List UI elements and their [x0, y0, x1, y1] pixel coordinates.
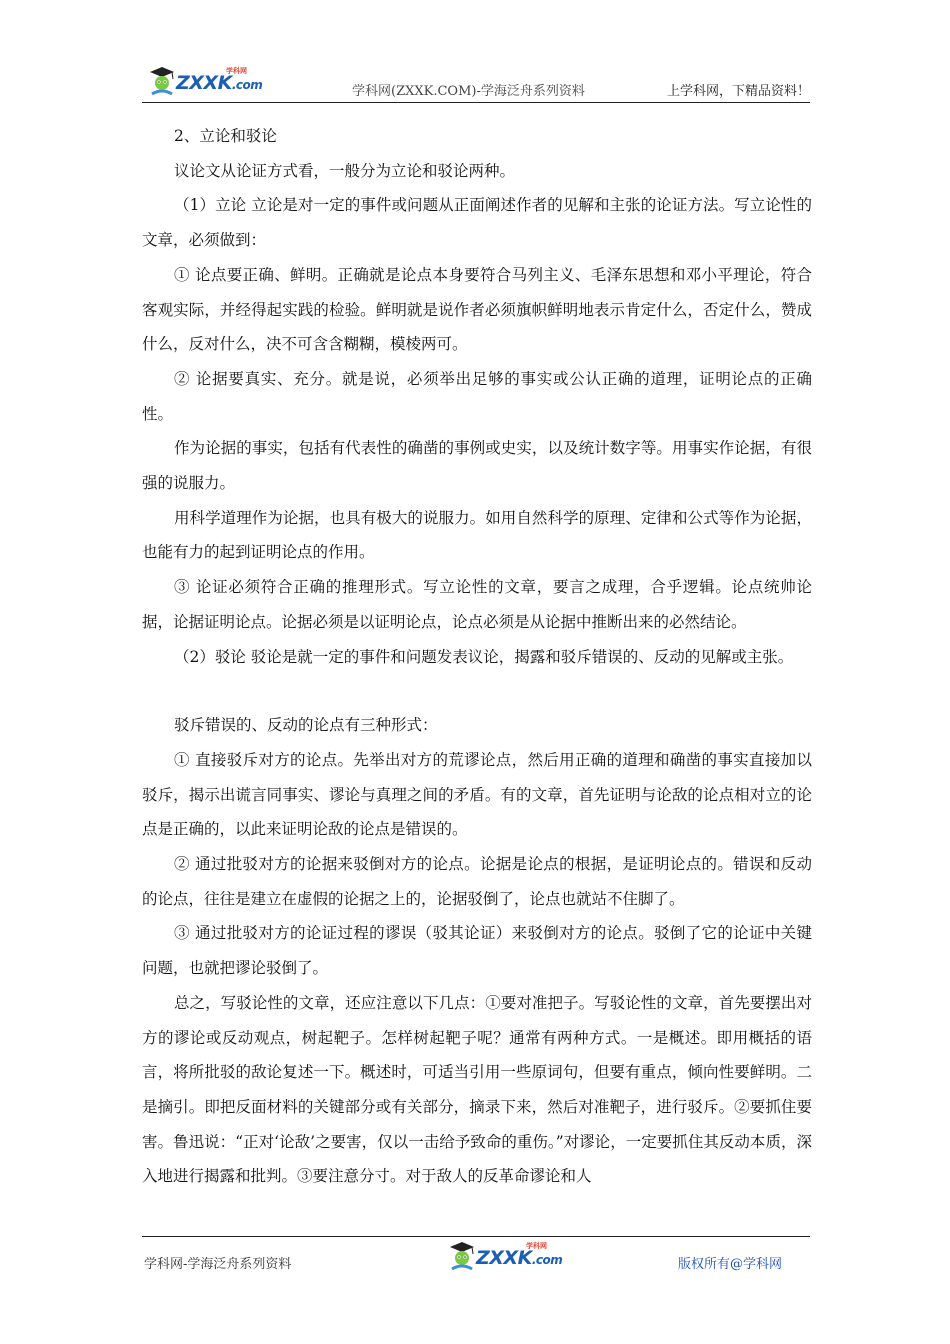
paragraph: 驳斥错误的、反动的论点有三种形式： [174, 716, 438, 735]
logo-badge: 学科网 [226, 67, 247, 75]
header-slogan: 上学科网，下精品资料！ [666, 84, 810, 99]
section-heading: 2、立论和驳论 [174, 127, 277, 145]
paragraph: 作为论据的事实，包括有代表性的确凿的事例或史实，以及统计数字等。用事实作论据，有很强的说服力。 [142, 439, 812, 493]
paragraph: 议论文从论证方式看，一般分为立论和驳论两种。 [174, 161, 516, 180]
paragraph: ② 论据要真实、充分。就是说，必须举出足够的事实或公认正确的道理，证明论点的正确性。 [142, 369, 812, 423]
zxxk-logo [142, 66, 263, 98]
document-body [142, 119, 812, 1194]
footer-zxxk-logo [442, 1241, 563, 1273]
paragraph: ③ 通过批驳对方的论证过程的谬误（驳其论证）来驳倒对方的论点。驳倒了它的论证中关键问题，也就把谬论驳倒了。 [142, 924, 812, 978]
footer-copyright: 版权所有@学科网 [677, 1257, 782, 1272]
logo-wordmark: ZXXK.com [176, 72, 263, 94]
footer-series-label: 学科网-学海泛舟系列资料 [144, 1257, 292, 1272]
logo-wordmark: ZXXK.com [476, 1247, 563, 1269]
paragraph: 用科学道理作为论据，也具有极大的说服力。如用自然科学的原理、定律和公式等作为论据，也能有力的起到证明论点的作用。 [142, 508, 812, 562]
logo-badge: 学科网 [526, 1242, 547, 1250]
paragraph: ③ 论证必须符合正确的推理形式。写立论性的文章，要言之成理，合乎逻辑。论点统帅论据，论据证明论点。论据必须是以证明论点，论点必须是从论据中推断出来的必然结论。 [142, 578, 812, 631]
paragraph: （1）立论 立论是对一定的事件或问题从正面阐述作者的见解和主张的论证方法。写立论性的文章，必须做到： [142, 196, 812, 250]
header-site-title: 学科网(ZXXK.COM)-学海泛舟系列资料 [352, 84, 585, 99]
page-footer [142, 1236, 810, 1277]
paragraph: ② 通过批驳对方的论据来驳倒对方的论点。论据是论点的根据，是证明论点的。错误和反动的论点，往往是建立在虚假的论据之上的，论据驳倒了，论点也就站不住脚了。 [142, 855, 812, 908]
page-header [142, 62, 810, 103]
paragraph: ① 论点要正确、鲜明。正确就是论点本身要符合马列主义、毛泽东思想和邓小平理论，符合客观实际，并经得起实践的检验。鲜明就是说作者必须旗帜鲜明地表示肯定什么，否定什么，赞成什么，反对什么，决不可含含糊糊，模棱两可。 [142, 265, 812, 354]
paragraph: 总之，写驳论性的文章，还应注意以下几点：①要对准把子。写驳论性的文章，首先要摆出对方的谬论或反动观点，树起靶子。怎样树起靶子呢？通常有两种方式。一是概述。即用概括的语言，将所批驳的敌论复述一下。概述时，可适当引用一些原词句，但要有重点，倾向性要鲜明。二是摘引。即把反面材料的关键部分或有关部分，摘录下来，然后对准靶子，进行驳斥。②要抓住要害。鲁迅说：“正对‘论敌’之要害，仅以一击给予致命的重伤。”对谬论，一定要抓住其反动本质，深入地进行揭露和批判。③要注意分寸。对于敌人的反革命谬论和人 [142, 993, 812, 1186]
paragraph: （2）驳论 驳论是就一定的事件和问题发表议论，揭露和驳斥错误的、反动的见解或主张。 [174, 647, 794, 666]
paragraph: ① 直接驳斥对方的论点。先举出对方的荒谬论点，然后用正确的道理和确凿的事实直接加以驳斥，揭示出谎言同事实、谬论与真理之间的矛盾。有的文章，首先证明与论敌的论点相对立的论点是正确的，以此来证明论敌的论点是错误的。 [142, 750, 812, 839]
